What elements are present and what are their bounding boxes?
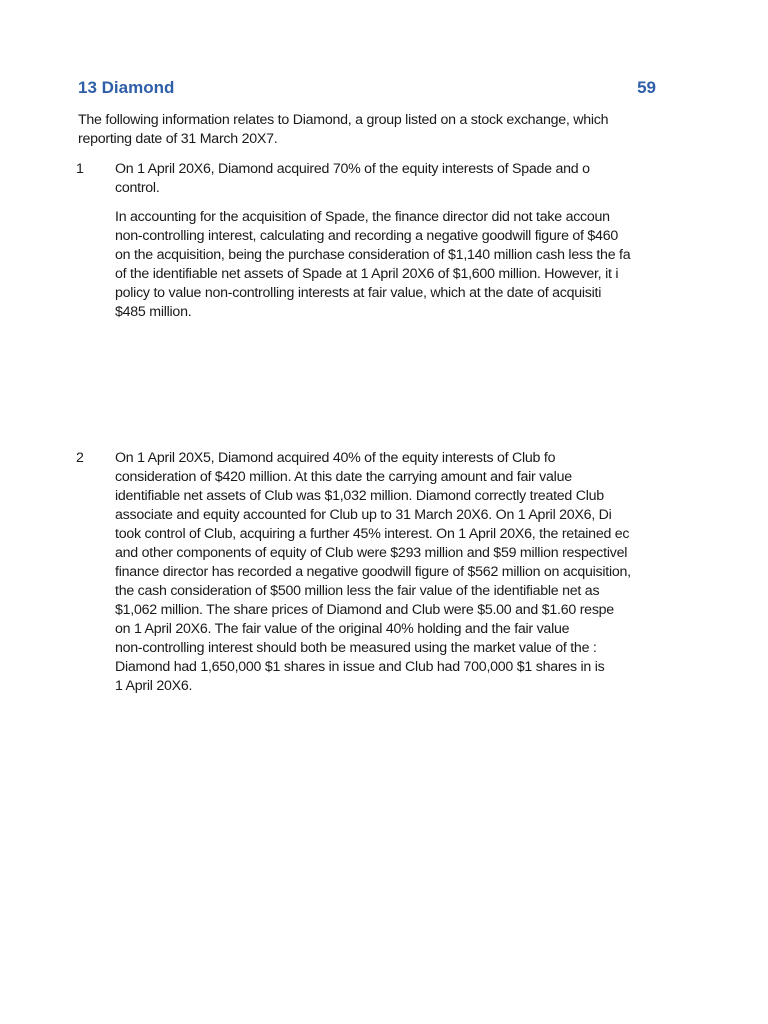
paragraph-line: of the identifiable net assets of Spade at 1 April 20X6 of $1,600 million. However, it i — [115, 266, 619, 282]
paragraph-line: On 1 April 20X5, Diamond acquired 40% of the equity interests of Club fo — [115, 450, 556, 466]
paragraph-line: control. — [115, 180, 160, 196]
intro-line: reporting date of 31 March 20X7. — [78, 131, 278, 147]
paragraph-line: on the acquisition, being the purchase consideration of $1,140 million cash less the fa — [115, 247, 631, 263]
paragraph-line: the cash consideration of $500 million less the fair value of the identifiable net as — [115, 583, 600, 599]
item-number: 1 — [76, 161, 84, 177]
paragraph-line: associate and equity accounted for Club up to 31 March 20X6. On 1 April 20X6, Di — [115, 507, 612, 523]
paragraph-line: On 1 April 20X6, Diamond acquired 70% of the equity interests of Spade and o — [115, 161, 590, 177]
paragraph-line: 1 April 20X6. — [115, 678, 193, 694]
question-marks: 59 — [637, 78, 656, 97]
paragraph-line: and other components of equity of Club were $293 million and $59 million respectivel — [115, 545, 628, 561]
paragraph-line: non-controlling interest should both be measured using the market value of the : — [115, 640, 597, 656]
paragraph-line: $485 million. — [115, 304, 192, 320]
paragraph-line: $1,062 million. The share prices of Diamond and Club were $5.00 and $1.60 respe — [115, 602, 614, 618]
paragraph-line: identifiable net assets of Club was $1,032 million. Diamond correctly treated Club — [115, 488, 604, 504]
item-number: 2 — [76, 450, 84, 466]
paragraph-line: on 1 April 20X6. The fair value of the original 40% holding and the fair value — [115, 621, 570, 637]
paragraph-line: took control of Club, acquiring a further 45% interest. On 1 April 20X6, the retained ec — [115, 526, 630, 542]
intro-line: The following information relates to Diamond, a group listed on a stock exchange, which — [78, 112, 609, 128]
paragraph-line: non-controlling interest, calculating and recording a negative goodwill figure of $460 — [115, 228, 618, 244]
paragraph-line: Diamond had 1,650,000 $1 shares in issue and Club had 700,000 $1 shares in is — [115, 659, 605, 675]
paragraph-line: consideration of $420 million. At this date the carrying amount and fair value — [115, 469, 572, 485]
paragraph-line: policy to value non-controlling interests at fair value, which at the date of acquisiti — [115, 285, 602, 301]
question-header — [78, 78, 656, 102]
question-title: 13 Diamond — [78, 78, 175, 97]
paragraph-line: finance director has recorded a negative goodwill figure of $562 million on acquisition, — [115, 564, 631, 580]
paragraph-line: In accounting for the acquisition of Spade, the finance director did not take accoun — [115, 209, 610, 225]
